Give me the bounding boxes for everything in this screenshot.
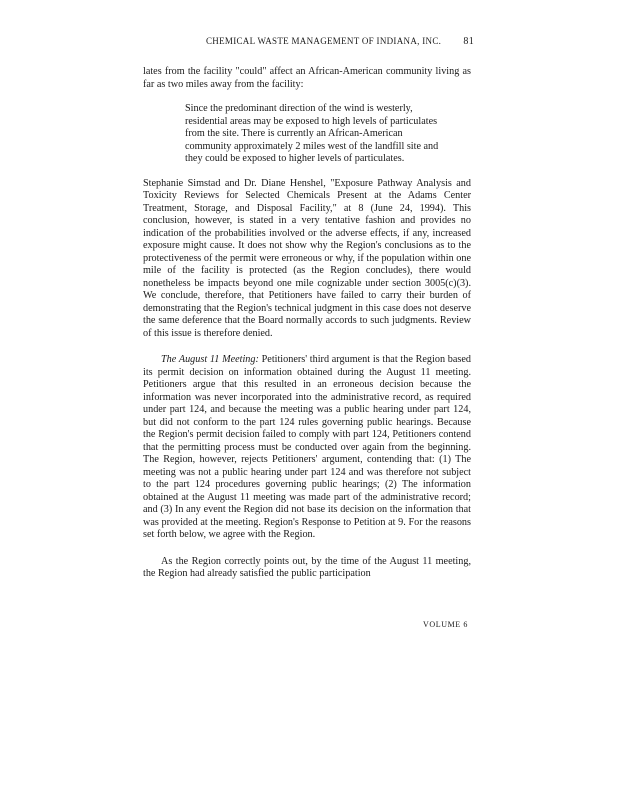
paragraph-3-text: Petitioners' third argument is that the Region based its permit decision on information obtained during the August 11 meeting. Petitioners argue that this resulted in an erroneous decision because the information was never incorporated into the administrative record, as required under part 124, and because the meeting was a public hearing under part 124, but did not conform to the part 124 rules governing public hearings. Because the Region's permit decision failed to comply with part 124, Petitioners contend that the permitting process must be conducted over again from the beginning. The Region, however, rejects Petitioners' argument, contending that: (1) The meeting was not a public hearing under part 124 and was therefore not subject to the part 124 procedures governing public hearings; (2) The information obtained at the August 11 meeting was made part of the administrative record; and (3) In any event the Region did not base its decision on the information that was provided at the meeting. Region's Response to Petition at 9. For the reasons set forth below, we agree with the Region. xyxy=(143,354,471,540)
paragraph-2: Stephanie Simstad and Dr. Diane Henshel, "Exposure Pathway Analysis and Toxicity Reviews for Selected Chemicals Present at the Adams Center Treatment, Storage, and Disposal Facility," at 8 (June 24, 1994). This conclusion, however, is stated in a very tentative fashion and provides no indication of the probabilities involved or the adverse effects, if any, increased exposure might cause. It does not show why the Region's conclusions as to the protectiveness of the permit were erroneous or why, if the population within one mile of the facility is protected (as the Region concludes), there would nonetheless be impacts beyond one mile cognizable under section 3005(c)(3). We conclude, therefore, that Petitioners have failed to carry their burden of demonstrating that the Region's technical judgment in this case does not deserve the same deference that the Board normally accords to such judgments. Review of this issue is therefore denied. xyxy=(143,177,471,339)
paragraph-1: lates from the facility "could" affect an African-American community living as far as two miles away from the facility: xyxy=(143,66,471,90)
volume-footer: VOLUME 6 xyxy=(422,620,468,629)
section-heading: The August 11 Meeting: xyxy=(161,354,259,365)
paragraph-4: As the Region correctly points out, by the time of the August 11 meeting, the Region had already satisfied the public participation xyxy=(143,555,471,579)
block-quote: Since the predominant direction of the wind is westerly, residential areas may be exposed to high levels of particulates from the site. There is currently an African-American community approximately 2 miles west of the landfill site and they could be exposed to higher levels of particulates. xyxy=(185,103,439,164)
paragraph-3 xyxy=(143,354,471,542)
body-text xyxy=(143,66,471,581)
page-number: 81 xyxy=(463,36,474,47)
running-title: CHEMICAL WASTE MANAGEMENT OF INDIANA, INC. xyxy=(206,36,442,46)
